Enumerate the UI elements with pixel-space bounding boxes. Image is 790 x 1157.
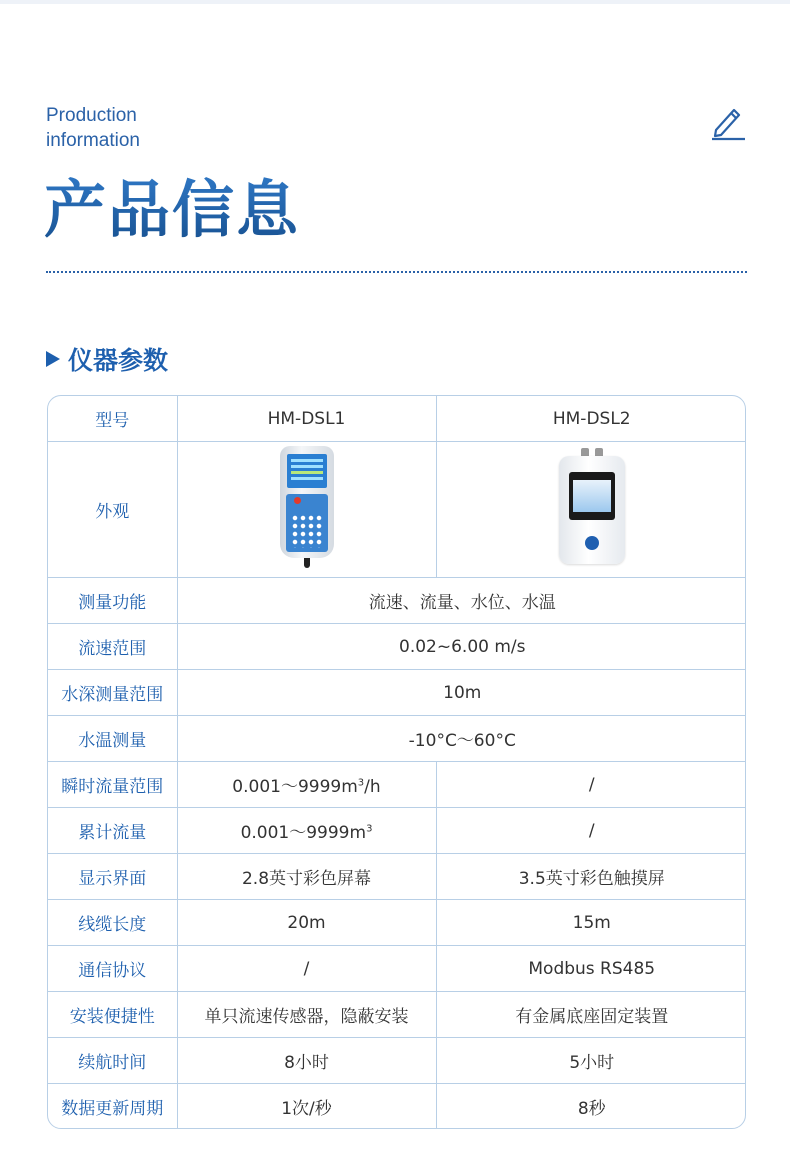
english-title-line2: information — [46, 130, 140, 151]
section-heading — [46, 340, 168, 378]
table-row — [48, 442, 746, 578]
device-2-image — [559, 448, 625, 566]
row-value-1: / — [177, 946, 436, 992]
section-title: 仪器参数 — [68, 346, 169, 375]
row-value-1: 2.8英寸彩色屏幕 — [177, 854, 436, 900]
row-value: 流速、流量、水位、水温 — [177, 578, 746, 624]
table-row — [48, 1038, 746, 1084]
row-value-2: / — [436, 762, 746, 808]
table-row — [48, 946, 746, 992]
english-title-line1: Production — [46, 105, 137, 126]
row-label: 水温测量 — [48, 716, 177, 762]
row-label: 数据更新周期 — [48, 1084, 177, 1130]
row-label: 瞬时流量范围 — [48, 762, 177, 808]
row-label: 线缆长度 — [48, 900, 177, 946]
english-title — [46, 103, 140, 153]
dotted-divider — [46, 271, 747, 273]
row-label: 通信协议 — [48, 946, 177, 992]
spec-table — [47, 395, 746, 1129]
row-label: 测量功能 — [48, 578, 177, 624]
row-value-2: 8秒 — [577, 1099, 606, 1119]
row-label: 续航时间 — [48, 1038, 177, 1084]
row-label: 累计流量 — [48, 808, 177, 854]
table-row — [48, 808, 746, 854]
table-row — [48, 716, 746, 762]
row-value-2: 15m — [436, 900, 746, 946]
row-label: 水深测量范围 — [48, 670, 177, 716]
row-value-1: $0.001\sim 9999m^3$ — [177, 808, 436, 854]
row-label: 安装便捷性 — [48, 992, 177, 1038]
row-value-2: 有金属底座固定装置 — [436, 992, 746, 1038]
model-2: HM-DSL2 — [436, 396, 746, 442]
table-row — [48, 396, 746, 442]
row-value-1: 1次/秒 — [177, 1084, 436, 1130]
device-2-cell — [436, 442, 746, 578]
table-row — [48, 1084, 746, 1130]
row-label: 显示界面 — [48, 854, 177, 900]
row-value-1: $0.001\sim 9999m^3/h$ — [177, 762, 436, 808]
model-1: HM-DSL1 — [177, 396, 436, 442]
table-row — [48, 992, 746, 1038]
table-row — [48, 762, 746, 808]
row-value-2: / — [436, 808, 746, 854]
row-value-2: 3.5英寸彩色触摸屏 — [436, 854, 746, 900]
table-row — [48, 900, 746, 946]
device-1-image — [280, 446, 334, 568]
row-value-1: 单只流速传感器，隐蔽安装 — [177, 992, 436, 1038]
row-value-2: 5小时 — [436, 1038, 746, 1084]
row-value: -10°C～60°C — [177, 716, 746, 762]
row-value-2: Modbus RS485 — [436, 946, 746, 992]
table-row — [48, 854, 746, 900]
triangle-right-icon — [46, 351, 60, 367]
table-row — [48, 578, 746, 624]
top-divider — [0, 0, 790, 4]
row-value-1: 8小时 — [177, 1038, 436, 1084]
table-row — [48, 670, 746, 716]
device-1-cell — [177, 442, 436, 578]
pen-icon — [710, 103, 746, 141]
row-label: 型号 — [48, 396, 177, 442]
row-value-1: 20m — [177, 900, 436, 946]
page-title: 产品信息 — [44, 173, 301, 246]
row-value: 10m — [177, 670, 746, 716]
row-label: 流速范围 — [48, 624, 177, 670]
row-label: 外观 — [48, 442, 177, 578]
table-row — [48, 624, 746, 670]
row-value: 0.02~6.00 m/s — [177, 624, 746, 670]
